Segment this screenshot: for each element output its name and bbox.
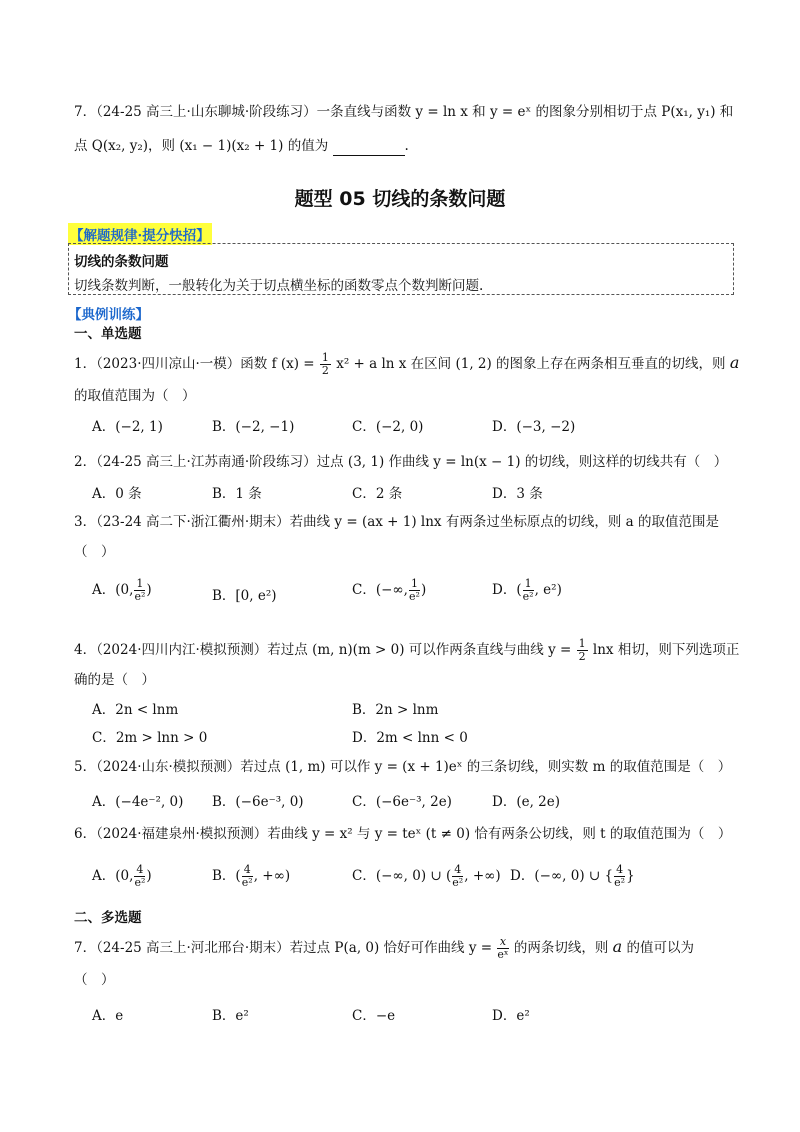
q1-stem-b: x² + a ln x 在区间 (1, 2) 的图象上存在两条相互垂直的切线，则: [336, 356, 726, 372]
q6-d-frac: [614, 864, 625, 889]
q6-c-den: e²: [452, 876, 464, 889]
q4-stem-c: 确的是（ ）: [74, 672, 155, 688]
q5-option-c[interactable]: C．(−6e⁻³, 2e): [352, 794, 452, 810]
q1-fraction: [320, 352, 331, 377]
q4-option-b[interactable]: B．2n > lnm: [352, 702, 439, 718]
q7-stem-d: （ ）: [74, 972, 115, 988]
q6-c-pre: C．(−∞, 0) ∪ (: [352, 868, 452, 884]
q1-stem-c: 的取值范围为（ ）: [74, 388, 196, 404]
q6-b-den: e²: [241, 876, 253, 889]
tips-tag: 【解题规律·提分快招】: [68, 223, 212, 245]
q3-d-den: e²: [522, 590, 534, 603]
q6-option-d[interactable]: [510, 864, 635, 889]
q6-b-num: 4: [243, 863, 251, 876]
q1-option-b[interactable]: B．(−2, −1): [212, 419, 295, 435]
examples-header: 【典例训练】: [68, 307, 149, 323]
q1-stem-a: 1．（2023·四川凉山·一模）函数 f (x) =: [74, 356, 315, 372]
q1-option-a[interactable]: A．(−2, 1): [92, 419, 163, 435]
q3-d-pre: D．(: [492, 582, 522, 598]
q1-var: a: [729, 353, 740, 372]
q4-stem-a: 4．（2024·四川内江·模拟预测）若过点 (m, n)(m > 0) 可以作两条直线与曲线 y =: [74, 642, 572, 658]
q7-var: a: [612, 937, 623, 956]
tips-box-text: 切线条数判断，一般转化为关于切点横坐标的函数零点个数判断问题.: [74, 278, 484, 294]
q3-a-num: 1: [136, 577, 144, 590]
q6-d-num: 4: [616, 863, 624, 876]
q7-top-line2-end: .: [404, 138, 409, 154]
q3-c-post: ): [420, 582, 427, 598]
q3-option-d[interactable]: [492, 578, 562, 603]
q1-frac-num: 1: [321, 351, 329, 364]
q1-frac-den: 2: [321, 364, 329, 377]
q5-stem: 5．（2024·山东·模拟预测）若过点 (1, m) 可以作 y = (x + 1)eˣ 的三条切线，则实数 m 的取值范围是（ ）: [74, 759, 732, 775]
q3-stem-b: （ ）: [74, 544, 115, 560]
answer-blank[interactable]: [333, 141, 405, 156]
q5-option-d[interactable]: D．(e, 2e): [492, 794, 561, 810]
q6-c-post: , +∞): [464, 868, 501, 884]
q4-frac-den: 2: [578, 650, 586, 663]
q3-a-pre: A．(0,: [92, 582, 134, 598]
q1-option-c[interactable]: C．(−2, 0): [352, 419, 424, 435]
q6-a-den: e²: [134, 876, 146, 889]
q2-option-d[interactable]: D．3 条: [492, 486, 543, 502]
q5-option-a[interactable]: A．(−4e⁻², 0): [92, 794, 184, 810]
q7-stem-c: 的值可以为: [626, 940, 694, 956]
q6-b-post: , +∞): [253, 868, 291, 884]
q4-fraction: [577, 638, 588, 663]
q6-c-num: 4: [454, 863, 462, 876]
q3-c-frac: [409, 578, 420, 603]
q5-option-b[interactable]: B．(−6e⁻³, 0): [212, 794, 304, 810]
q7-frac-den: eˣ: [497, 948, 509, 961]
q3-stem: 3．（23-24 高二下·浙江衢州·期末）若曲线 y = (ax + 1) lnx 有两条过坐标原点的切线，则 a 的取值范围是: [74, 514, 719, 530]
q6-option-b[interactable]: [212, 864, 290, 889]
q7-fraction: [497, 936, 508, 961]
q3-d-post: , e²): [534, 582, 562, 598]
q2-option-c[interactable]: C．2 条: [352, 486, 403, 502]
q7-top-line2: [74, 136, 409, 156]
q6-stem: 6．（2024·福建泉州·模拟预测）若曲线 y = x² 与 y = teˣ (t ≠ 0) 恰有两条公切线，则 t 的取值范围为（ ）: [74, 826, 732, 842]
q7-option-a[interactable]: A．e: [92, 1008, 124, 1024]
q3-d-frac: [523, 578, 534, 603]
q4-stem-b: lnx 相切，则下列选项正: [592, 642, 740, 658]
q1-stem: [74, 352, 739, 377]
q1-option-d[interactable]: D．(−3, −2): [492, 419, 576, 435]
q3-c-num: 1: [410, 577, 418, 590]
q6-a-num: 4: [136, 863, 144, 876]
q6-c-frac: [452, 864, 463, 889]
q6-a-frac: [134, 864, 145, 889]
q6-a-post: ): [146, 868, 152, 884]
q3-option-c[interactable]: [352, 578, 426, 603]
q4-option-d[interactable]: D．2m < lnn < 0: [352, 730, 468, 746]
q6-option-c[interactable]: [352, 864, 501, 889]
q3-a-frac: [134, 578, 145, 603]
q3-option-a[interactable]: [92, 578, 152, 603]
q7-frac-num: x: [497, 936, 508, 949]
q3-a-den: e²: [134, 590, 146, 603]
q7-stem: [74, 936, 694, 961]
q4-option-c[interactable]: C．2m > lnn > 0: [92, 730, 208, 746]
q3-c-den: e²: [408, 590, 420, 603]
q4-stem: [74, 638, 739, 663]
q3-d-num: 1: [524, 577, 532, 590]
q3-option-b[interactable]: B．[0, e²): [212, 588, 277, 604]
q7-stem-a: 7．（24-25 高三上·河北邢台·期末）若过点 P(a, 0) 恰好可作曲线 y =: [74, 940, 493, 956]
q7-option-c[interactable]: C．−e: [352, 1008, 396, 1024]
q6-b-pre: B．(: [212, 868, 241, 884]
q7-top-line1: 7．（24-25 高三上·山东聊城·阶段练习）一条直线与函数 y = ln x 和 y = eˣ 的图象分别相切于点 P(x₁, y₁) 和: [74, 104, 734, 120]
q4-frac-num: 1: [578, 637, 586, 650]
q2-stem: 2．（24-25 高三上·江苏南通·阶段练习）过点 (3, 1) 作曲线 y = ln(x − 1) 的切线，则这样的切线共有（ ）: [74, 454, 728, 470]
q6-d-den: e²: [614, 876, 626, 889]
q3-a-post: ): [146, 582, 152, 598]
q6-b-frac: [242, 864, 253, 889]
q2-option-b[interactable]: B．1 条: [212, 486, 262, 502]
tips-box-title: 切线的条数问题: [74, 254, 169, 270]
q6-d-pre: D．(−∞, 0) ∪ {: [510, 868, 614, 884]
single-choice-header: 一、单选题: [74, 326, 142, 342]
q4-option-a[interactable]: A．2n < lnm: [92, 702, 179, 718]
q2-option-a[interactable]: A．0 条: [92, 486, 142, 502]
q7-option-d[interactable]: D．e²: [492, 1008, 530, 1024]
q7-stem-b: 的两条切线，则: [513, 940, 609, 956]
q7-top-line2-text: 点 Q(x₂, y₂)，则 (x₁ − 1)(x₂ + 1) 的值为: [74, 138, 329, 154]
q7-option-b[interactable]: B．e²: [212, 1008, 249, 1024]
q3-c-pre: C．(−∞,: [352, 582, 408, 598]
q6-option-a[interactable]: [92, 864, 152, 889]
q6-a-pre: A．(0,: [92, 868, 134, 884]
section-title: 题型 05 切线的条数问题: [294, 188, 506, 210]
multi-choice-header: 二、多选题: [74, 910, 142, 926]
q6-d-post: }: [626, 868, 635, 884]
